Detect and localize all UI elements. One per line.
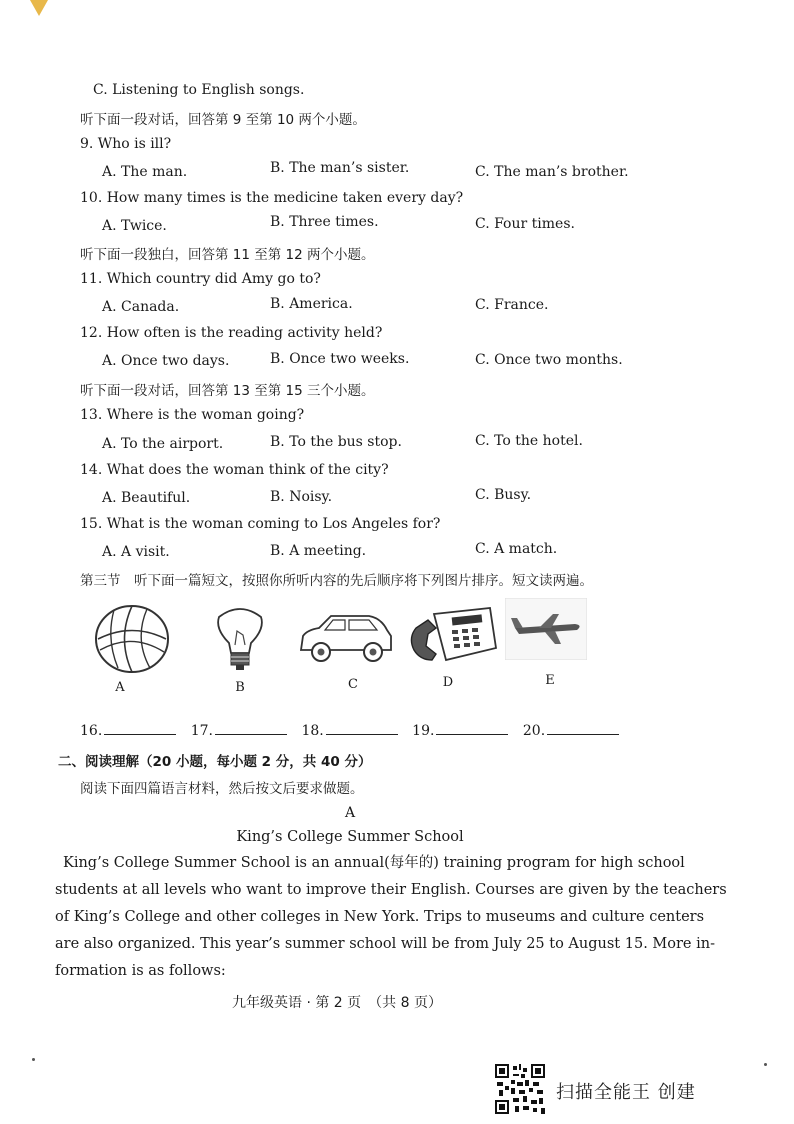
instruction-9-10: 听下面一段对话，回答第 9 至第 10 两个小题。 — [80, 112, 366, 128]
passage-paragraph — [55, 850, 727, 985]
q9-option-c: C. The man’s brother. — [475, 164, 629, 180]
blank-label-16: 16. — [80, 723, 103, 739]
telephone-icon — [406, 604, 498, 666]
q13-option-c: C. To the hotel. — [475, 433, 583, 449]
passage-letter: A — [344, 805, 356, 821]
q12-option-c: C. Once two months. — [475, 352, 623, 368]
paragraph-line-5: formation is as follows: — [55, 963, 226, 979]
question-9: 9. Who is ill? — [80, 136, 172, 152]
q14-option-c: C. Busy. — [475, 487, 532, 503]
paragraph-line-1: King’s College Summer School is an annual(每年的) training program for high school — [63, 855, 685, 871]
picture-label-c: C — [348, 677, 358, 692]
picture-label-a: A — [115, 680, 125, 695]
q15-option-a: A. A visit. — [102, 544, 170, 560]
question-11: 11. Which country did Amy go to? — [80, 271, 321, 287]
blank-label-18: 18. — [301, 723, 324, 739]
question-12: 12. How often is the reading activity held? — [80, 325, 383, 341]
car-icon — [297, 612, 395, 666]
blank-16[interactable] — [104, 720, 176, 735]
blank-18[interactable] — [326, 720, 398, 735]
q14-option-a: A. Beautiful. — [102, 490, 191, 506]
q12-option-b: B. Once two weeks. — [270, 351, 410, 367]
corner-mark — [30, 0, 48, 16]
airplane-icon — [505, 598, 587, 660]
q12-option-a: A. Once two days. — [102, 353, 230, 369]
q10-option-b: B. Three times. — [270, 214, 379, 230]
passage-title: King’s College Summer School — [236, 829, 464, 845]
q11-option-a: A. Canada. — [102, 299, 180, 315]
basketball-icon — [92, 602, 172, 676]
qr-code-icon — [495, 1064, 545, 1114]
q13-option-a: A. To the airport. — [102, 436, 224, 452]
blank-20[interactable] — [547, 720, 619, 735]
q11-option-c: C. France. — [475, 297, 549, 313]
page-footer: 九年级英语 · 第 2 页 （共 8 页） — [232, 995, 442, 1011]
blank-17[interactable] — [215, 720, 287, 735]
blank-label-20: 20. — [522, 723, 546, 739]
blank-19[interactable] — [436, 720, 508, 735]
picture-label-b: B — [235, 680, 245, 695]
instruction-13-15: 听下面一段对话，回答第 13 至第 15 三个小题。 — [80, 383, 375, 399]
q15-option-b: B. A meeting. — [270, 543, 367, 559]
paragraph-line-4: are also organized. This year’s summer school will be from July 25 to August 15. More in- — [55, 936, 715, 952]
scan-speck — [764, 1063, 767, 1066]
answer-blanks — [80, 720, 629, 739]
q13-option-b: B. To the bus stop. — [270, 434, 402, 450]
blank-label-17: 17. — [190, 723, 213, 739]
q14-option-b: B. Noisy. — [270, 489, 333, 505]
part-2-instruction: 阅读下面四篇语言材料，然后按文后要求做题。 — [80, 781, 364, 797]
q10-option-c: C. Four times. — [475, 216, 575, 232]
q9-option-a: A. The man. — [102, 164, 188, 180]
blank-label-19: 19. — [412, 723, 435, 739]
q8-option-c: C. Listening to English songs. — [93, 82, 305, 98]
picture-label-d: D — [442, 675, 454, 690]
picture-label-e: E — [545, 673, 555, 688]
section-3-instruction: 第三节 听下面一篇短文，按照你所听内容的先后顺序将下列图片排序。短文读两遍。 — [80, 573, 593, 589]
paragraph-line-2: students at all levels who want to improve their English. Courses are given by the teachers — [55, 882, 727, 898]
question-10: 10. How many times is the medicine taken every day? — [80, 190, 464, 206]
paragraph-line-3: of King’s College and other colleges in New York. Trips to museums and culture centers — [55, 909, 705, 925]
q11-option-b: B. America. — [270, 296, 353, 312]
question-14: 14. What does the woman think of the city? — [80, 462, 389, 478]
instruction-11-12: 听下面一段独白，回答第 11 至第 12 两个小题。 — [80, 247, 375, 263]
question-13: 13. Where is the woman going? — [80, 407, 305, 423]
q9-option-b: B. The man’s sister. — [270, 160, 410, 176]
q15-option-c: C. A match. — [475, 541, 558, 557]
scanner-watermark-text: 扫描全能王 创建 — [556, 1082, 696, 1103]
q10-option-a: A. Twice. — [102, 218, 167, 234]
part-2-heading: 二、阅读理解（20 小题，每小题 2 分，共 40 分） — [58, 754, 372, 770]
scan-speck — [32, 1058, 35, 1061]
question-15: 15. What is the woman coming to Los Angeles for? — [80, 516, 441, 532]
light-bulb-icon — [205, 605, 275, 675]
